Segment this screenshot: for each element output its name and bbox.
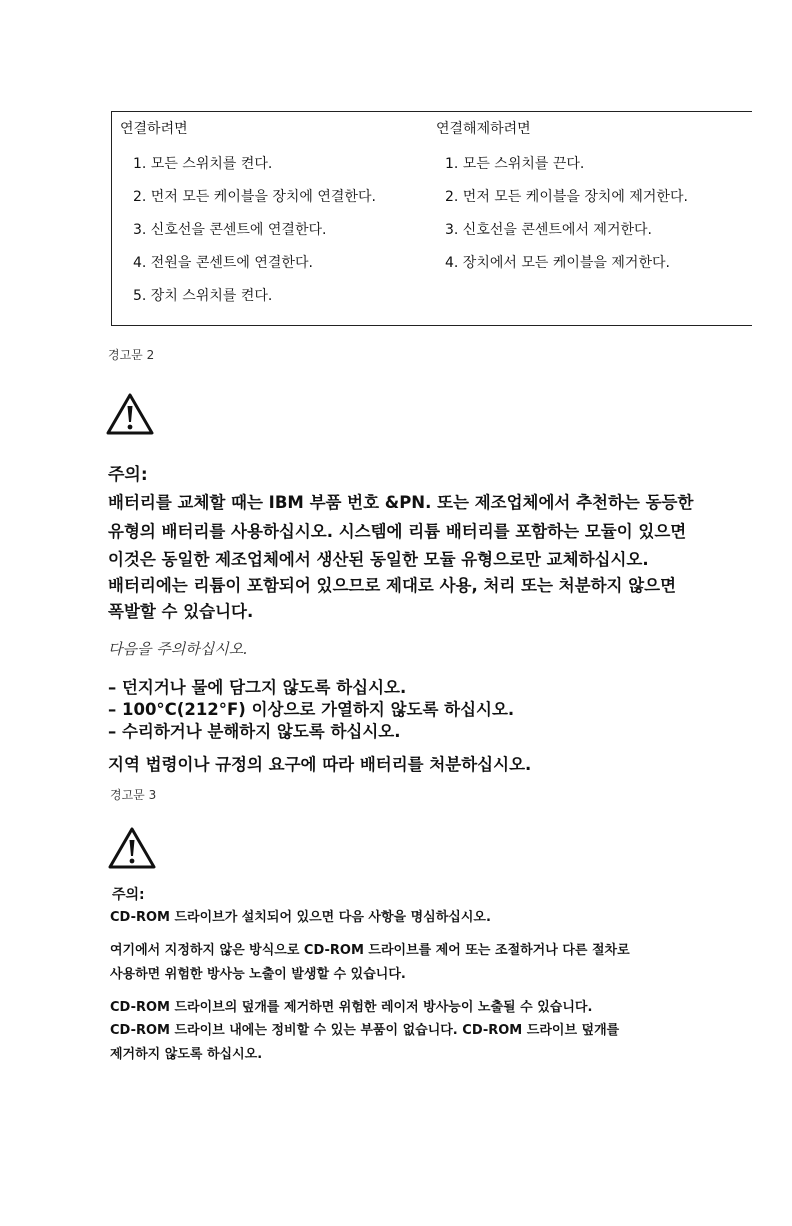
disconnect-step: 4. 장치에서 모든 케이블을 제거한다. [445,255,670,271]
closing-text: 지역 법령이나 규정의 요구에 따라 배터리를 처분하십시오. [108,755,532,774]
paragraph-line: CD-ROM 드라이브 내에는 정비할 수 있는 부품이 없습니다. CD-ROM 드라이브 덮개를 [110,1023,620,1038]
paragraph-line: 유형의 배터리를 사용하십시오. 시스템에 리튬 배터리를 포함하는 모듈이 있으면 [108,522,687,541]
intro-text: CD-ROM 드라이브가 설치되어 있으면 다음 사항을 명심하십시오. [110,910,491,925]
connect-step: 1. 모든 스위치를 켠다. [133,156,273,172]
paragraph-line: 배터리에는 리튬이 포함되어 있으므로 제대로 사용, 처리 또는 처분하지 않으면 [108,576,677,595]
paragraph-line: 사용하면 위험한 방사능 노출이 발생할 수 있습니다. [110,967,406,982]
paragraph-line: 폭발할 수 있습니다. [108,602,254,621]
connect-step: 4. 전원을 콘센트에 연결한다. [133,255,313,271]
caution-title: 주의: [112,887,145,903]
bullet-item: – 수리하거나 분해하지 않도록 하십시오. [108,722,401,741]
paragraph-line: 배터리를 교체할 때는 IBM 부품 번호 &PN. 또는 제조업체에서 추천하는 동등한 [108,493,694,512]
caution-title: 주의: [108,465,148,485]
paragraph-line: CD-ROM 드라이브의 덮개를 제거하면 위험한 레이저 방사능이 노출될 수 있습니다. [110,1000,593,1015]
connect-step: 2. 먼저 모든 케이블을 장치에 연결한다. [133,189,376,205]
disconnect-header: 연결해제하려면 [436,121,531,137]
warning-triangle-icon [106,392,154,436]
warning-triangle-icon [108,826,156,870]
connect-header: 연결하려면 [120,121,188,137]
paragraph-line: 제거하지 않도록 하십시오. [110,1047,263,1062]
bullet-item: – 던지거나 물에 담그지 않도록 하십시오. [108,678,407,697]
statement-label: 경고문 2 [108,348,155,362]
notice-text: 다음을 주의하십시오. [108,640,248,658]
disconnect-step: 1. 모든 스위치를 끈다. [445,156,585,172]
bullet-item: – 100°C(212°F) 이상으로 가열하지 않도록 하십시오. [108,700,515,719]
disconnect-step: 3. 신호선을 콘센트에서 제거한다. [445,222,652,238]
connect-step: 3. 신호선을 콘센트에 연결한다. [133,222,327,238]
statement-label: 경고문 3 [110,788,157,802]
paragraph-line: 여기에서 지정하지 않은 방식으로 CD-ROM 드라이브를 제어 또는 조절하거나 다른 절차로 [110,943,630,958]
connect-step: 5. 장치 스위치를 켠다. [133,288,273,304]
disconnect-step: 2. 먼저 모든 케이블을 장치에 제거한다. [445,189,688,205]
paragraph-line: 이것은 동일한 제조업체에서 생산된 동일한 모듈 유형으로만 교체하십시오. [108,550,649,569]
